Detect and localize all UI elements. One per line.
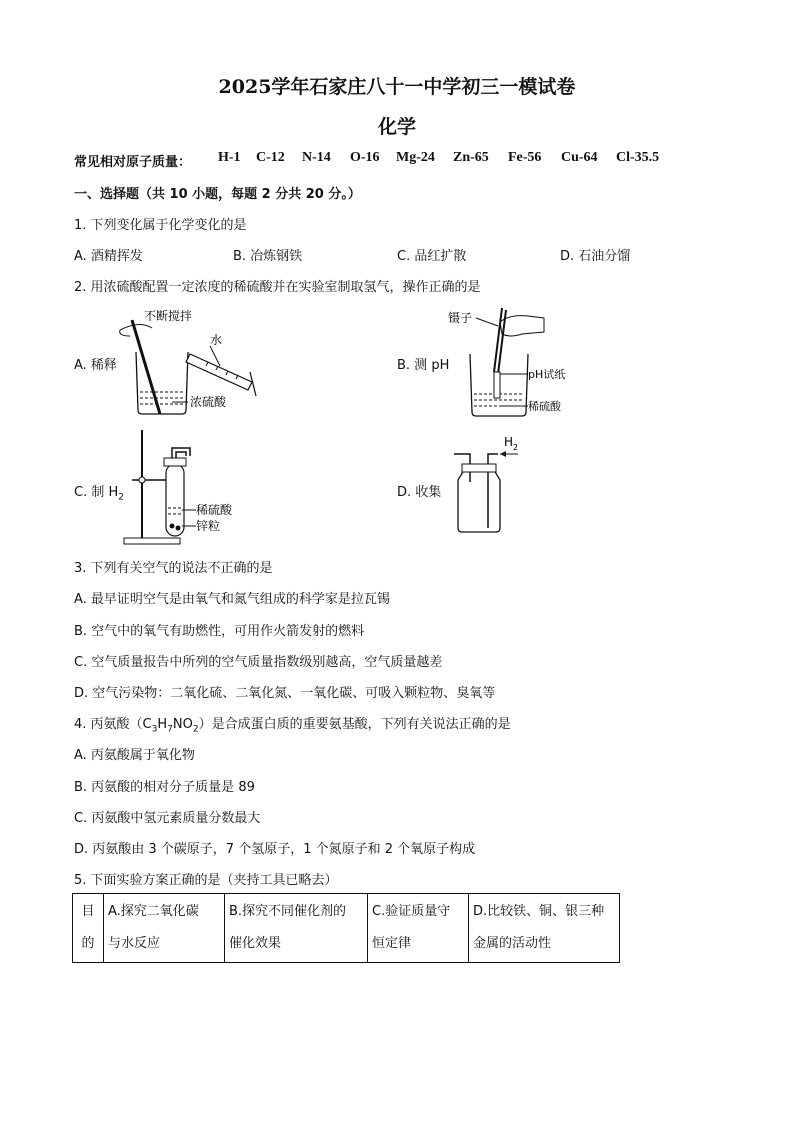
q1-stem: 1. 下列变化属于化学变化的是 [74, 218, 247, 233]
stir-label: 不断搅拌 [144, 309, 193, 323]
atomic-mass-o: O-16 [350, 150, 380, 165]
q1-option-d: D. 石油分馏 [560, 249, 631, 264]
gas-h-label: H [504, 435, 514, 449]
q3-option-b: B. 空气中的氧气有助燃性，可用作火箭发射的燃料 [74, 624, 365, 639]
q1-option-b: B. 冶炼钢铁 [233, 249, 303, 264]
hydrogen-prep-diagram [110, 424, 260, 548]
atomic-mass-c: C-12 [256, 150, 285, 165]
ph-paper-label: pH试纸 [528, 368, 566, 381]
exam-title: 2025学年石家庄八十一中学初三一模试卷 [218, 76, 576, 98]
dilute-acid-label: 稀硫酸 [528, 400, 561, 413]
table-cell-a: A.探究二氧化碳 与水反应 [104, 894, 225, 963]
table-cell-head: 目 的 [73, 894, 104, 963]
svg-text:H2 [504, 435, 518, 452]
table-cell-d: D.比较铁、铜、银三种 金属的活动性 [469, 894, 620, 963]
atomic-mass-zn: Zn-65 [453, 150, 489, 165]
tweezers-label: 镊子 [448, 311, 473, 325]
q5-stem: 5. 下面实验方案正确的是（夹持工具已略去） [74, 873, 338, 888]
q4-option-b: B. 丙氨酸的相对分子质量是 89 [74, 780, 255, 795]
table-cell-c: C.验证质量守 恒定律 [368, 894, 469, 963]
q1-option-c: C. 品红扩散 [397, 249, 467, 264]
gas-sub-label: 2 [513, 443, 519, 452]
experiment-table [72, 893, 620, 963]
q3-stem: 3. 下列有关空气的说法不正确的是 [74, 561, 273, 576]
atomic-mass-cl: Cl-35.5 [616, 150, 660, 165]
atomic-mass-line [74, 151, 191, 170]
dilution-diagram [110, 306, 270, 418]
atomic-mass-label: 常见相对原子质量： [74, 155, 192, 170]
table-row [73, 894, 620, 963]
c-acid-label: 稀硫酸 [196, 503, 233, 517]
q3-option-a: A. 最早证明空气是由氧气和氮气组成的科学家是拉瓦锡 [74, 592, 390, 607]
q4-option-d: D. 丙氨酸由 3 个碳原子，7 个氢原子，1 个氮原子和 2 个氧原子构成 [74, 842, 476, 857]
q1-option-a: A. 酒精挥发 [74, 249, 143, 264]
atomic-mass-mg: Mg-24 [396, 150, 435, 165]
q2-option-b-label: B. 测 pH [397, 358, 450, 373]
atomic-mass-h: H-1 [218, 150, 241, 165]
table-cell-b: B.探究不同催化剂的 催化效果 [225, 894, 368, 963]
atomic-mass-cu: Cu-64 [561, 150, 598, 165]
q2-stem: 2. 用浓硫酸配置一定浓度的稀硫酸并在实验室制取氢气，操作正确的是 [74, 280, 481, 295]
q3-option-c: C. 空气质量报告中所列的空气质量指数级别越高，空气质量越差 [74, 655, 443, 670]
q4-option-c: C. 丙氨酸中氢元素质量分数最大 [74, 811, 261, 826]
subject-title: 化学 [377, 116, 416, 138]
q4-option-a: A. 丙氨酸属于氧化物 [74, 748, 195, 763]
q2-option-d-label: D. 收集 [397, 485, 442, 500]
atomic-mass-fe: Fe-56 [508, 150, 542, 165]
water-label: 水 [210, 333, 223, 347]
conc-acid-label: 浓硫酸 [190, 395, 227, 409]
ph-test-diagram [440, 302, 570, 420]
q2-option-c-label: C. 制 $H_2$ [74, 485, 124, 503]
q3-option-d: D. 空气污染物：二氧化硫、二氧化氮、一氧化碳、可吸入颗粒物、臭氧等 [74, 686, 496, 701]
q4-stem: 4. 丙氨酸$(C_3H_7NO_2)$是合成蛋白质的重要氨基酸，下列有关说法正确的是 [74, 717, 511, 735]
section-heading: 一、选择题（共 10 小题，每题 2 分共 20 分。） [74, 187, 361, 202]
q2-option-a-label: A. 稀释 [74, 358, 117, 373]
atomic-mass-n: N-14 [302, 150, 331, 165]
gas-collection-diagram [440, 432, 550, 534]
zinc-label: 锌粒 [196, 519, 221, 533]
